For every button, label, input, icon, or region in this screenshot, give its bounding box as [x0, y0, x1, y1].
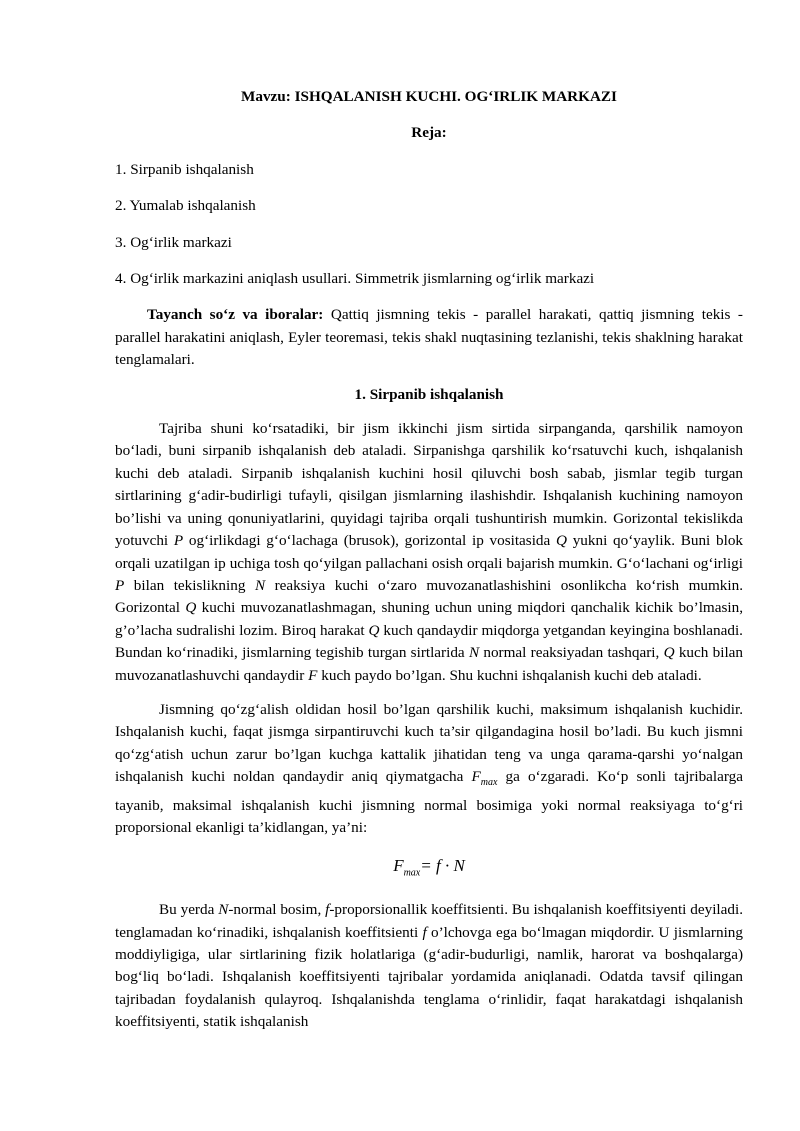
- friction-formula: [115, 855, 743, 885]
- text-run: kuch qandaydir miqdorga yetgandan keyingina boshlanadi. Bundan koʻrinadiki, jismlarning tegishib turgan sirtlarida: [115, 621, 743, 662]
- text-run: bilan tekislikning: [124, 576, 255, 594]
- plan-item: 4. Ogʻirlik markazini aniqlash usullari. Simmetrik jismlarning ogʻirlik markazi: [115, 270, 595, 288]
- symbol-f: f: [325, 901, 330, 919]
- formula-rest: = f · N: [420, 856, 465, 876]
- text-run: Bu yerda: [159, 901, 219, 919]
- keywords-label: Tayanch soʻz va iboralar:: [147, 306, 324, 324]
- text-run: -normal bosim,: [228, 901, 326, 919]
- paragraph-2: [115, 699, 743, 839]
- text-run: ga oʻzgaradi. Koʻp sonli tajribalarga tayanib, maksimal ishqalanish kuchi jismning normal bosimiga yoki normal reaksiyaga toʻgʻri proporsional ekanligi ta’kidlangan, ya’ni:: [115, 768, 743, 836]
- keywords-text: Qattiq jismning tekis - parallel harakati, qattiq jismning tekis - parallel harakatini aniqlash, Eyler teoremasi, tekis shakl nuqtasining tezlanishi, tekis shaklning harakat tenglamalari.: [115, 306, 743, 369]
- symbol-p: P: [115, 576, 125, 594]
- symbol-n: N: [218, 901, 229, 919]
- section-heading: 1. Sirpanib ishqalanish: [354, 385, 504, 403]
- symbol-p: P: [173, 532, 184, 550]
- plan-item: 3. Ogʻirlik markazi: [115, 233, 232, 251]
- formula-subscript: max: [403, 867, 421, 879]
- paragraph-3: [115, 899, 743, 1033]
- plan-item: 1. Sirpanib ishqalanish: [115, 160, 254, 178]
- symbol-q: Q: [663, 644, 675, 662]
- plan-item: 2. Yumalab ishqalanish: [115, 197, 256, 215]
- symbol-f: f: [422, 923, 427, 941]
- symbol-n: N: [254, 576, 266, 594]
- text-run: normal reaksiyadan tashqari,: [479, 644, 664, 662]
- text-run: kuch bilan muvozanatlashuvchi qandaydir: [115, 644, 743, 684]
- text-run: reaksiya kuchi oʻzaro muvozanatlashishini osonlikcha koʻrish mumkin. Gorizontal: [115, 576, 743, 617]
- keywords-paragraph: [115, 304, 743, 371]
- symbol-q: Q: [185, 599, 197, 617]
- symbol-q: Q: [556, 532, 567, 550]
- formula-f: F: [393, 856, 404, 876]
- text-run: kuchi muvozanatlashmagan, shuning uchun uning miqdori qanchalik kichik bo’lmasin, g’o’lacha sudralishi lozim. Biroq harakat: [115, 599, 744, 639]
- text-run: ogʻirlikdagi gʻoʻlachaga (brusok), gorizontal ip vositasida: [183, 532, 556, 550]
- text-run: Jismning qoʻzgʻalish oldidan hosil bo’lgan qarshilik kuchi, maksimum ishqalanish kuchidir. Ishqalanish kuchi, faqat jismga sirpantiruvchi kuch ta’sir qilgandagina hosil bo’ladi. Bu kuch jismni qoʻzgʻatish uchun zarur bo’lgan kuchga kattalik jihatidan teng va unga qarama-qarshi yoʻnalgan ishqalanish kuchi noldan qandaydir aniq qiymatgacha: [115, 700, 743, 786]
- text-run: Tajriba shuni koʻrsatadiki, bir jism ikkinchi jism sirtida sirpanganda, qarshilik namoyon boʻladi, buni sirpanib ishqalanish deb ataladi. Sirpanishga qarshilik koʻrsatuvchi kuch, ishqalanish kuchi deb ataladi. Sirpanib ishqalanish kuchini hosil qiluvchi bosh sabab, jismlar tegib turgan sirtlarining gʻadir-budirligi tufayli, qisilgan jismlarning ilashishdir. Ishqalanish kuchining namoyon bo’lishi va uning qonuniyatlarini, quyidagi tajriba orqali tushuntirish mumkin. Gorizontal tekislikda yotuvchi: [115, 420, 743, 550]
- text-run: yukni qoʻyaylik. Buni blok orqali uzatilgan ip uchiga tosh qoʻyilgan pallachani osish orqali bajarish mumkin. Gʻoʻlachani ogʻirligi: [115, 532, 744, 572]
- symbol-n: N: [468, 644, 480, 662]
- symbol-q: Q: [368, 621, 380, 639]
- symbol-f: F: [308, 666, 318, 684]
- text-run: kuch paydo bo’lgan. Shu kuchni ishqalanish kuchi deb ataladi.: [317, 666, 702, 684]
- plan-heading: Reja:: [411, 124, 447, 142]
- subscript-max: max: [480, 777, 498, 789]
- symbol-f: F: [471, 768, 481, 786]
- text-run: o’lchovga ega boʻlmagan miqdordir. U jismlarning moddiyligiga, ular sirtlarining fizik holatlariga (gʻadir-budurligi, namlik, harorat va boshqalarga) bogʻliq boʻladi. Ishqalanish koeffitsiyenti tajribalar yordamida aniqlanadi. Odatda tavsif qilingan tajribadan foydalanish qulayroq. Ishqalanishda tenglama oʻrinlidir, faqat harakatdagi ishqalanish koeffitsiyenti, statik ishqalanish: [115, 923, 743, 1031]
- document-page: [115, 80, 743, 1034]
- text-run: -proporsionallik koeffitsienti. Bu ishqalanish koeffitsiyenti deyiladi. tenglamadan koʻrinadiki, ishqalanish koeffitsienti: [115, 901, 743, 941]
- page-title: Mavzu: ISHQALANISH KUCHI. OGʻIRLIK MARKAZI: [241, 88, 617, 105]
- paragraph-1: [115, 418, 743, 687]
